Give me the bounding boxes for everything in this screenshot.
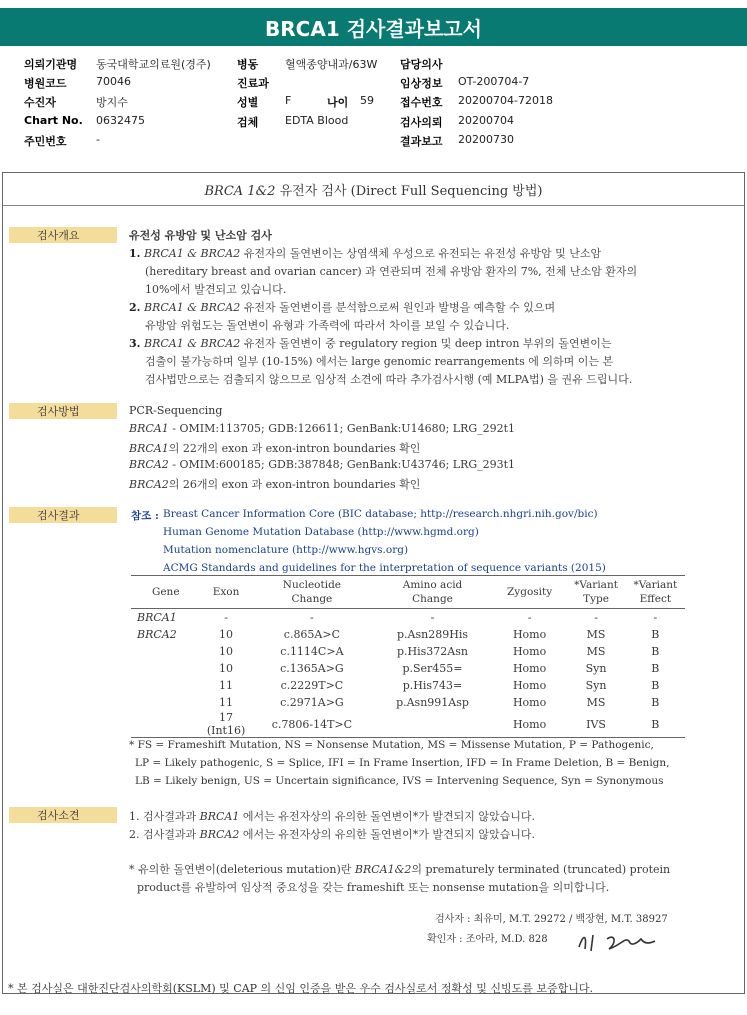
gene-cell: BRCA1: [137, 611, 177, 624]
overview-item-1-line-3: 10%에서 발견되고 있습니다.: [145, 283, 287, 296]
exon-cell: -: [224, 611, 228, 624]
amino-cell: -: [430, 611, 435, 624]
gene-cell: [131, 660, 201, 677]
table-row: [131, 609, 685, 627]
amino-cell: p.Ser455=: [402, 662, 463, 675]
opinion-note-2: product를 유발하여 임상적 중요성을 갖는 frameshift 또는 nonsense mutation을 의미합니다.: [137, 881, 610, 894]
exon-cell: 17 (Int16): [201, 711, 252, 738]
nucleotide-cell: c.2229T>C: [280, 679, 344, 692]
amino-cell: p.His372Asn: [397, 645, 468, 658]
variant-type-cell: MS: [586, 696, 606, 709]
doctor-label: 담당의사: [400, 58, 443, 71]
specimen-label: 검체: [237, 116, 259, 129]
recipient-label: 수진자: [24, 96, 56, 109]
zygosity-cell: Homo: [512, 645, 547, 658]
variant-type-cell: IVS: [566, 711, 625, 738]
exon-cell: 10: [219, 662, 234, 675]
variant-table: [131, 575, 685, 738]
certification-footer: * 본 검사실은 대한진단검사의학회(KSLM) 및 CAP 의 신임 인증을 받은 우수 검사실로서 정확성 및 신빙도를 보증합니다.: [8, 982, 594, 995]
overview-item-2: 2. BRCA1 & BRCA2 유전자 돌연변이를 분석함으로써 원인과 발병을 예측할 수 있으며: [129, 301, 556, 314]
clinical-value: OT-200704-7: [458, 75, 530, 88]
variant-type-cell: Syn: [585, 662, 607, 675]
sex-label: 성별: [237, 96, 259, 109]
amino-cell: p.His743=: [402, 679, 463, 692]
specimen-value: EDTA Blood: [285, 114, 349, 127]
zygosity-cell: Homo: [512, 696, 547, 709]
zygosity-cell: -: [527, 611, 532, 624]
opinion-2: 2. 검사결과과 BRCA2 에서는 유전자상의 유의한 돌연변이*가 발견되지 않았습니다.: [129, 828, 535, 841]
nucleotide-cell: c.865A>C: [283, 628, 341, 641]
variant-effect-cell: B: [651, 679, 660, 692]
variant-type-cell: Syn: [585, 679, 607, 692]
gene-cell: [131, 694, 201, 711]
col-gene: Gene: [131, 576, 201, 609]
variant-effect-cell: B: [651, 662, 660, 675]
col-exon: Exon: [201, 576, 252, 609]
nucleotide-cell: -: [310, 611, 314, 624]
request-value: 20200704: [458, 114, 514, 127]
variant-effect-cell: B: [651, 645, 660, 658]
table-row: [131, 643, 685, 660]
divider: [3, 205, 744, 206]
zygosity-cell: Homo: [512, 628, 547, 641]
col-variant-type: *Variant Type: [566, 576, 625, 609]
gene-cell: [131, 677, 201, 694]
hospital-code-value: 70046: [96, 75, 131, 88]
overview-item-3: 3. BRCA1 & BRCA2 유전자 돌연변이 중 regulatory region 및 deep intron 부위의 돌연변이는: [129, 337, 612, 350]
dept-label: 진료과: [237, 77, 269, 90]
legend-line-1: * FS = Frameshift Mutation, NS = Nonsense Mutation, MS = Missense Mutation, P = Pathogenic,: [129, 739, 654, 751]
method-brca2-exon: BRCA2의 26개의 exon 과 exon-intron boundaries 확인: [129, 478, 421, 491]
method-brca1-ref: BRCA1 - OMIM:113705; GDB:126611; GenBank:U14680; LRG_292t1: [129, 422, 516, 435]
reference-hgmd: Human Genome Mutation Database (http://www.hgmd.org): [163, 526, 479, 538]
variant-type-cell: MS: [586, 628, 606, 641]
col-nucleotide: Nucleotide Change: [252, 576, 373, 609]
variant-type-cell: -: [594, 611, 598, 624]
method-title: PCR-Sequencing: [129, 404, 223, 417]
amino-cell: [372, 711, 493, 738]
gene-cell: [131, 643, 201, 660]
nucleotide-cell: c.1365A>G: [280, 662, 344, 675]
reference-label: 참조 :: [131, 510, 159, 522]
opinion-1: 1. 검사결과과 BRCA1 에서는 유전자상의 유의한 돌연변이*가 발견되지 않았습니다.: [129, 810, 535, 823]
rrn-value: -: [96, 133, 100, 146]
table-row: [131, 677, 685, 694]
zygosity-cell: Homo: [512, 662, 547, 675]
request-label: 검사의뢰: [400, 116, 443, 129]
rrn-label: 주민번호: [24, 135, 67, 148]
exon-cell: 11: [219, 696, 234, 709]
recipient-value: 방지수: [96, 96, 128, 109]
table-row: [131, 626, 685, 643]
amino-cell: p.Asn289His: [397, 628, 468, 641]
tester-signature: 검사자 : 최유미, M.T. 29272 / 백장현, M.T. 38927: [435, 914, 668, 925]
legend-line-3: LB = Likely benign, US = Uncertain significance, IVS = Intervening Sequence, Syn = Synonymous: [135, 775, 664, 787]
clinical-label: 임상정보: [400, 77, 443, 90]
overview-item-1-line-2: (hereditary breast and ovarian cancer) 과 연관되며 전체 유방암 환자의 7%, 전체 난소암 환자의: [145, 265, 638, 278]
reference-acmg: ACMG Standards and guidelines for the interpretation of sequence variants (2015): [163, 562, 606, 574]
method-brca2-ref: BRCA2 - OMIM:600185; GDB:387848; GenBank:U43746; LRG_293t1: [129, 458, 516, 471]
overview-item-3-line-3: 검사법만으로는 검출되지 않으므로 임상적 소견에 따라 추가검사시행 (예 MLPA법) 을 권유 드립니다.: [145, 373, 633, 386]
gene-cell: BRCA2: [137, 628, 177, 641]
nucleotide-cell: c.2971A>G: [280, 696, 344, 709]
col-variant-effect: *Variant Effect: [626, 576, 685, 609]
zygosity-cell: Homo: [493, 711, 567, 738]
nucleotide-cell: c.1114C>A: [280, 645, 344, 658]
zygosity-cell: Homo: [512, 679, 547, 692]
receipt-label: 접수번호: [400, 96, 443, 109]
col-zygosity: Zygosity: [493, 576, 567, 609]
receipt-value: 20200704-72018: [458, 94, 553, 107]
ward-label: 병동: [237, 58, 259, 71]
section-opinion-label: 검사소견: [9, 807, 117, 823]
overview-item-2-line-2: 유방암 위험도는 돌연변이 유형과 가족력에 따라서 차이를 보일 수 있습니다.: [145, 319, 510, 332]
nucleotide-cell: c.7806-14T>C: [252, 711, 373, 738]
overview-item-1: 1. BRCA1 & BRCA2 유전자의 돌연변이는 상염색체 우성으로 유전되는 유전성 유방암 및 난소암: [129, 247, 602, 260]
method-brca1-exon: BRCA1의 22개의 exon 과 exon-intron boundaries 확인: [129, 442, 421, 455]
reference-bic: Breast Cancer Information Core (BIC database; http://research.nhgri.nih.gov/bic): [163, 508, 598, 520]
sex-value: F: [285, 94, 292, 107]
variant-effect-cell: B: [626, 711, 685, 738]
age-label: 나이: [327, 96, 349, 109]
gene-cell: [131, 711, 201, 738]
report-title: BRCA1 검사결과보고서: [265, 16, 482, 41]
exon-cell: 11: [219, 679, 234, 692]
variant-type-cell: MS: [586, 645, 606, 658]
report-date-label: 결과보고: [400, 135, 443, 148]
test-title: BRCA 1&2 유전자 검사 (Direct Full Sequencing 방법): [204, 184, 543, 199]
institution-value: 동국대학교의료원(경주): [96, 58, 211, 71]
institution-label: 의뢰기관명: [24, 58, 78, 71]
amino-cell: p.Asn991Asp: [396, 696, 469, 709]
confirmer-signature: 확인자 : 조아라, M.D. 828: [427, 934, 548, 945]
opinion-note-1: * 유의한 돌연변이(deleterious mutation)란 BRCA1&2의 prematurely terminated (truncated) protein: [129, 863, 671, 876]
chart-label: Chart No.: [24, 114, 83, 127]
section-result-label: 검사결과: [9, 507, 117, 523]
report-date-value: 20200730: [458, 133, 514, 146]
overview-heading: 유전성 유방암 및 난소암 검사: [129, 229, 272, 242]
age-value: 59: [360, 94, 374, 107]
ward-value: 혈액종양내과/63W: [285, 58, 378, 71]
exon-cell: 10: [219, 628, 234, 641]
reference-hgvs: Mutation nomenclature (http://www.hgvs.org): [163, 544, 409, 556]
table-row: [131, 660, 685, 677]
report-body: [2, 172, 745, 994]
hospital-code-label: 병원코드: [24, 77, 67, 90]
table-row: [131, 694, 685, 711]
exon-cell: 10: [219, 645, 234, 658]
table-header-row: [131, 576, 685, 609]
legend-line-2: LP = Likely pathogenic, S = Splice, IFI = In Frame Insertion, IFD = In Frame Deletion, B = Benign,: [135, 757, 670, 769]
section-method-label: 검사방법: [9, 403, 117, 419]
handwritten-signature-icon: [573, 925, 693, 955]
col-amino: Amino acid Change: [372, 576, 493, 609]
variant-effect-cell: B: [651, 628, 660, 641]
overview-item-3-line-2: 검출이 불가능하며 일부 (10-15%) 에서는 large genomic rearrangements 에 의하며 이는 본: [145, 355, 614, 368]
table-row: [131, 711, 685, 738]
variant-effect-cell: B: [651, 696, 660, 709]
variant-effect-cell: -: [653, 611, 658, 624]
chart-value: 0632475: [96, 114, 145, 127]
section-overview-label: 검사개요: [9, 227, 117, 243]
report-header: [0, 8, 747, 46]
